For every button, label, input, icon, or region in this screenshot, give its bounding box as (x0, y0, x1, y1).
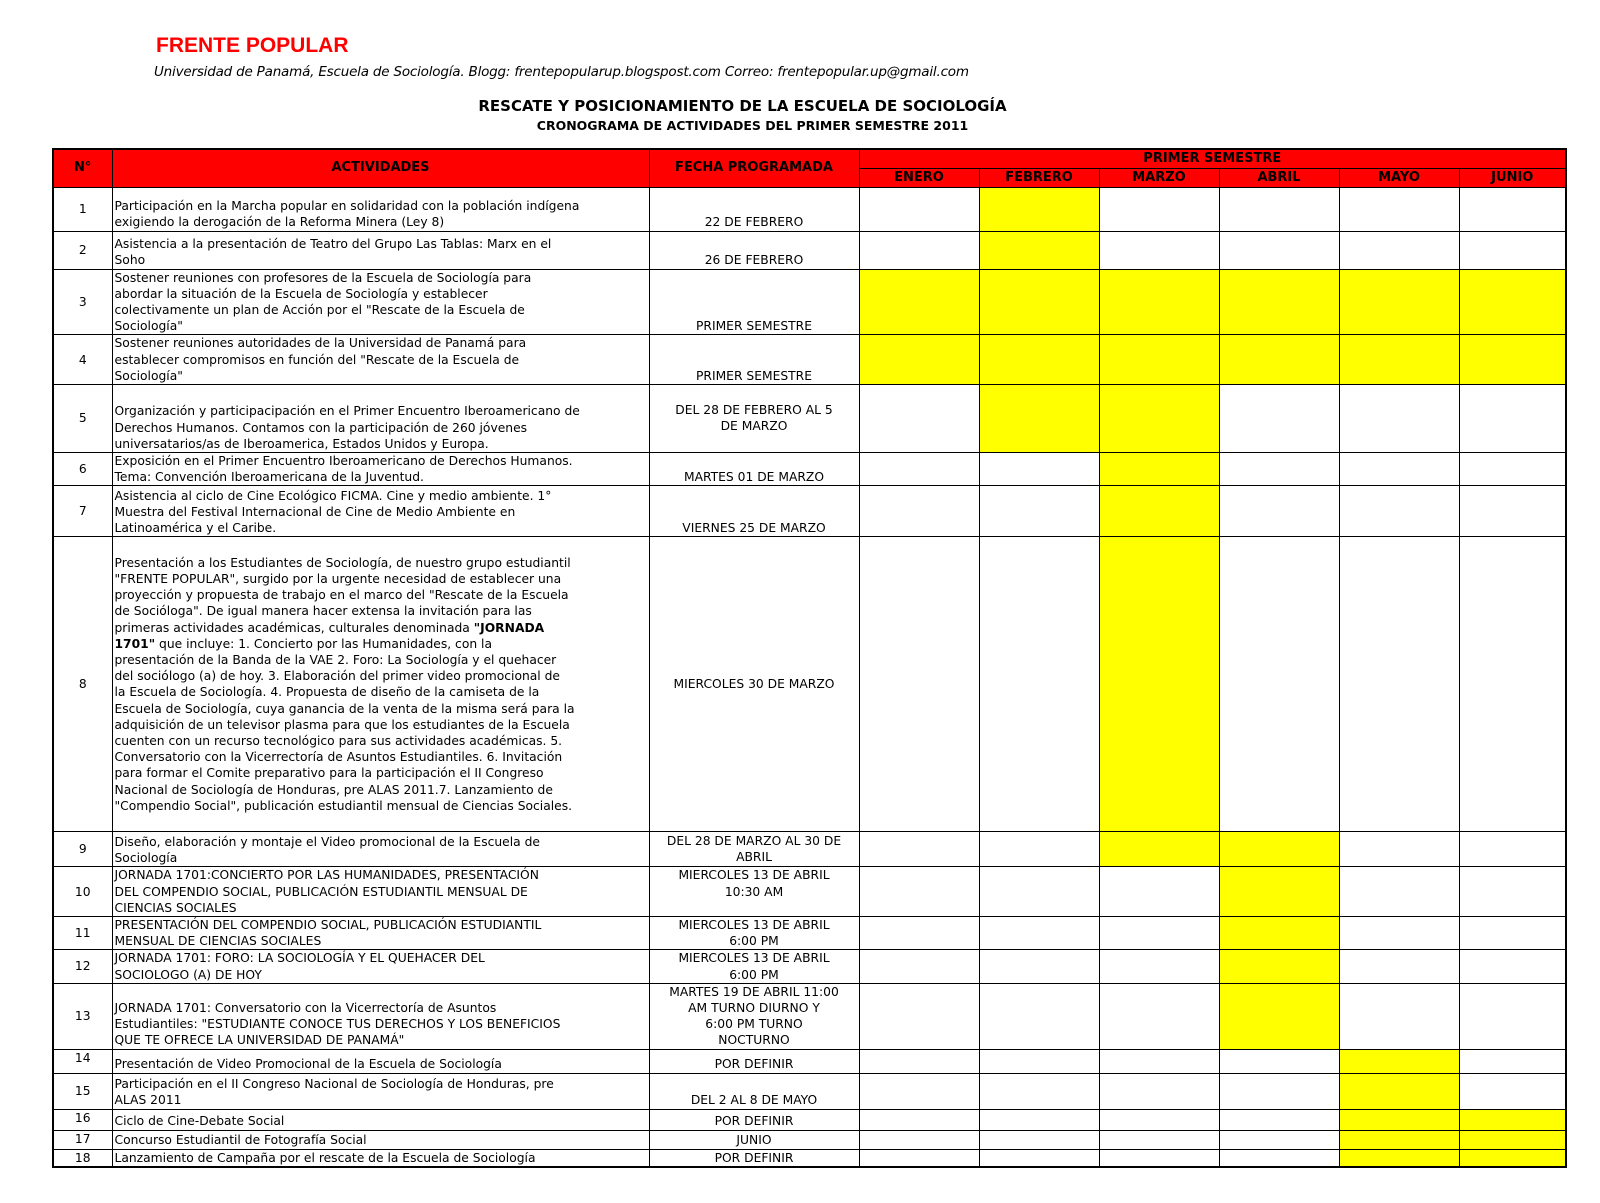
row-activity (112, 832, 649, 867)
header-month: FEBRERO (979, 168, 1099, 187)
month-cell (1339, 950, 1459, 983)
month-cell (1339, 983, 1459, 1049)
month-cell (859, 983, 979, 1049)
month-cell (1339, 486, 1459, 537)
month-cell-scheduled (979, 187, 1099, 231)
month-cell-scheduled (1099, 452, 1219, 485)
month-cell (1339, 384, 1459, 452)
activity-text-continued: que incluye: 1. Concierto por las Humanidades, con la presentación de la Banda de la VAE 2. Foro: La Sociología y el quehacer del sociólogo (a) de hoy. 3. Elaboración del primer video promocional de la Escuela de Sociología. 4. Propuesta de diseño de la camiseta de la Escuela de Sociología, cuya ganancia de la venta de la misma será para la adquisición de un televisor plasma para que los estudiantes de la Escuela cuenten con un recurso tecnológico para sus actividades académicas. 5. Conversatorio con la Vicerrectoría de Asuntos Estudiantiles. 6. Invitación para formar el Comite preparativo para la participación el II Congreso Nacional de Sociología de Honduras, pre ALAS 2011.7. Lanzamiento de "Compendio Social", publicación estudiantil mensual de Ciencias Sociales. (114, 636, 575, 813)
month-cell-scheduled (1339, 1149, 1459, 1167)
month-cell (979, 1109, 1099, 1130)
month-cell (1099, 1149, 1219, 1167)
row-number: 10 (53, 867, 112, 917)
activity-text: Lanzamiento de Campaña por el rescate de la Escuela de Sociología (114, 1150, 536, 1165)
month-cell (859, 867, 979, 917)
month-cell (979, 832, 1099, 867)
month-cell-scheduled (1459, 1109, 1566, 1130)
table-row (53, 832, 1566, 867)
month-cell-scheduled (1219, 916, 1339, 949)
month-cell-scheduled (1459, 269, 1566, 335)
header-month: MAYO (1339, 168, 1459, 187)
month-cell (1459, 231, 1566, 269)
month-cell (859, 1149, 979, 1167)
month-cell-scheduled (859, 335, 979, 385)
row-number: 9 (53, 832, 112, 867)
row-date: 22 DE FEBRERO (649, 187, 859, 231)
document-title: RESCATE Y POSICIONAMIENTO DE LA ESCUELA DE SOCIOLOGÍA (478, 97, 1007, 115)
month-cell (979, 983, 1099, 1049)
table-row (53, 1049, 1566, 1073)
month-cell (1459, 950, 1566, 983)
month-cell-scheduled (979, 231, 1099, 269)
month-cell-scheduled (979, 335, 1099, 385)
month-cell (979, 1049, 1099, 1073)
row-number: 12 (53, 950, 112, 983)
activity-text: Sostener reuniones autoridades de la Universidad de Panamá para establecer compromisos en función del "Rescate de la Escuela de Sociología" (114, 336, 527, 383)
month-cell (1459, 486, 1566, 537)
month-cell (1459, 832, 1566, 867)
month-cell-scheduled (1099, 335, 1219, 385)
month-cell (1099, 1049, 1219, 1073)
header-month: JUNIO (1459, 168, 1566, 187)
month-cell (1339, 231, 1459, 269)
row-date: DEL 28 DE FEBRERO AL 5 DE MARZO (649, 384, 859, 452)
month-cell (1339, 537, 1459, 832)
month-cell (859, 452, 979, 485)
row-activity (112, 335, 649, 385)
row-number: 6 (53, 452, 112, 485)
month-cell (979, 1149, 1099, 1167)
month-cell-scheduled (1459, 1149, 1566, 1167)
document-subtitle: CRONOGRAMA DE ACTIVIDADES DEL PRIMER SEMESTRE 2011 (536, 118, 969, 133)
row-date: PRIMER SEMESTRE (649, 335, 859, 385)
month-cell-scheduled (1339, 1130, 1459, 1149)
row-number: 18 (53, 1149, 112, 1167)
table-row (53, 1109, 1566, 1130)
month-cell (979, 486, 1099, 537)
month-cell (1219, 1149, 1339, 1167)
month-cell (859, 950, 979, 983)
month-cell (859, 1049, 979, 1073)
month-cell (859, 916, 979, 949)
month-cell (1339, 452, 1459, 485)
row-date: POR DEFINIR (649, 1049, 859, 1073)
table-row (53, 1149, 1566, 1167)
row-date: VIERNES 25 DE MARZO (649, 486, 859, 537)
month-cell-scheduled (1099, 832, 1219, 867)
month-cell (1099, 1130, 1219, 1149)
month-cell (1219, 187, 1339, 231)
month-cell (979, 950, 1099, 983)
month-cell-scheduled (859, 269, 979, 335)
month-cell (859, 187, 979, 231)
month-cell (1099, 187, 1219, 231)
row-activity (112, 486, 649, 537)
row-number: 16 (53, 1109, 112, 1130)
month-cell (1099, 1073, 1219, 1109)
month-cell (1459, 452, 1566, 485)
activity-text: Asistencia al ciclo de Cine Ecológico FICMA. Cine y medio ambiente. 1° Muestra del Festival Internacional de Cine de Medio Ambiente en Latinoamérica y el Caribe. (114, 488, 552, 536)
table-row (53, 335, 1566, 385)
row-number: 11 (53, 916, 112, 949)
row-activity (112, 1049, 649, 1073)
row-number: 17 (53, 1130, 112, 1149)
month-cell (1219, 486, 1339, 537)
activity-text: Organización y participacipación en el Primer Encuentro Iberoamericano de Derechos Humanos. Contamos con la participación de 260 jóvenes universatarios/as de Iberoamerica, Estados Unidos y Europa. (114, 404, 580, 451)
month-cell (1219, 1073, 1339, 1109)
month-cell-scheduled (1099, 486, 1219, 537)
month-cell (979, 1130, 1099, 1149)
activity-text: Ciclo de Cine-Debate Social (114, 1114, 285, 1129)
month-cell (1459, 537, 1566, 832)
row-date: MIERCOLES 13 DE ABRIL 6:00 PM (649, 950, 859, 983)
month-cell (859, 1073, 979, 1109)
month-cell-scheduled (1099, 384, 1219, 452)
row-date: DEL 28 DE MARZO AL 30 DE ABRIL (649, 832, 859, 867)
table-row (53, 231, 1566, 269)
table-row (53, 950, 1566, 983)
row-number: 2 (53, 231, 112, 269)
month-cell-scheduled (1339, 1073, 1459, 1109)
header-month: ABRIL (1219, 168, 1339, 187)
month-cell-scheduled (1219, 983, 1339, 1049)
month-cell-scheduled (1339, 335, 1459, 385)
row-number: 4 (53, 335, 112, 385)
row-activity (112, 187, 649, 231)
row-activity (112, 537, 649, 832)
row-date: JUNIO (649, 1130, 859, 1149)
month-cell-scheduled (1219, 269, 1339, 335)
activity-text: PRESENTACIÓN DEL COMPENDIO SOCIAL, PUBLICACIÓN ESTUDIANTIL MENSUAL DE CIENCIAS SOCIALES (114, 917, 542, 949)
row-activity (112, 231, 649, 269)
row-number: 1 (53, 187, 112, 231)
month-cell (1459, 983, 1566, 1049)
row-activity (112, 983, 649, 1049)
month-cell-scheduled (1339, 1109, 1459, 1130)
month-cell (1459, 867, 1566, 917)
row-activity (112, 384, 649, 452)
table-row (53, 384, 1566, 452)
month-cell (1099, 231, 1219, 269)
activity-text: Asistencia a la presentación de Teatro del Grupo Las Tablas: Marx en el Soho (114, 237, 552, 268)
row-date: MARTES 01 DE MARZO (649, 452, 859, 485)
activity-text: JORNADA 1701: Conversatorio con la Vicerrectoría de Asuntos Estudiantiles: "ESTUDIANTE CONOCE TUS DERECHOS Y LOS BENEFICIOS QUE TE OFRECE LA UNIVERSIDAD DE PANAMÁ" (114, 1000, 561, 1048)
table-row (53, 187, 1566, 231)
activity-text: Participación en el II Congreso Nacional de Sociología de Honduras, pre ALAS 2011 (114, 1077, 554, 1108)
header-semester: PRIMER SEMESTRE (859, 149, 1566, 168)
header-activities: ACTIVIDADES (112, 149, 649, 187)
month-cell (1219, 1109, 1339, 1130)
month-cell (1459, 1073, 1566, 1109)
table-row (53, 1130, 1566, 1149)
header-month: MARZO (1099, 168, 1219, 187)
month-cell (1339, 916, 1459, 949)
table-row (53, 1073, 1566, 1109)
table-row (53, 916, 1566, 949)
month-cell-scheduled (1099, 537, 1219, 832)
month-cell (1219, 384, 1339, 452)
row-activity (112, 916, 649, 949)
activity-text: JORNADA 1701: FORO: LA SOCIOLOGÍA Y EL QUEHACER DEL SOCIOLOGO (A) DE HOY (114, 951, 485, 982)
month-cell (979, 1073, 1099, 1109)
month-cell (1099, 916, 1219, 949)
row-date: MIERCOLES 30 DE MARZO (649, 537, 859, 832)
month-cell (979, 867, 1099, 917)
row-number: 3 (53, 269, 112, 335)
month-cell (1339, 832, 1459, 867)
month-cell-scheduled (1099, 269, 1219, 335)
month-cell-scheduled (1219, 832, 1339, 867)
activity-text: Presentación de Video Promocional de la Escuela de Sociología (114, 1057, 502, 1072)
table-row (53, 269, 1566, 335)
activity-text: JORNADA 1701:CONCIERTO POR LAS HUMANIDADES, PRESENTACIÓN DEL COMPENDIO SOCIAL, PUBLICACIÓN ESTUDIANTIL MENSUAL DE CIENCIAS SOCIALES (114, 868, 539, 915)
brand-subtitle: Universidad de Panamá, Escuela de Sociología. Blogg: frentepopularup.blogspost.com Correo: frentepopular.up@gmail.com (154, 64, 969, 80)
row-date: DEL 2 AL 8 DE MAYO (649, 1073, 859, 1109)
row-activity (112, 1149, 649, 1167)
row-activity (112, 269, 649, 335)
row-date: MIERCOLES 13 DE ABRIL 6:00 PM (649, 916, 859, 949)
month-cell (1099, 950, 1219, 983)
row-activity (112, 1109, 649, 1130)
month-cell-scheduled (979, 384, 1099, 452)
month-cell (859, 832, 979, 867)
activity-text: Presentación a los Estudiantes de Sociología, de nuestro grupo estudiantil "FRENTE POPULAR", surgido por la urgente necesidad de establecer una proyección y propuesta de trabajo en el marco del "Rescate de la Escuela de Sociólogа". De igual manera hacer extensa la invitación para las primeras actividades académicas, culturales denominada (114, 555, 571, 635)
month-cell (1099, 1109, 1219, 1130)
month-cell (859, 486, 979, 537)
row-number: 7 (53, 486, 112, 537)
row-number: 13 (53, 983, 112, 1049)
month-cell-scheduled (1459, 1130, 1566, 1149)
row-activity (112, 950, 649, 983)
row-number: 15 (53, 1073, 112, 1109)
month-cell (979, 452, 1099, 485)
month-cell (859, 231, 979, 269)
month-cell (979, 916, 1099, 949)
row-date: POR DEFINIR (649, 1149, 859, 1167)
month-cell (1459, 187, 1566, 231)
row-date: MARTES 19 DE ABRIL 11:00 AM TURNO DIURNO Y 6:00 PM TURNO NOCTURNO (649, 983, 859, 1049)
header-number: N° (53, 149, 112, 187)
activity-text: Concurso Estudiantil de Fotografía Social (114, 1133, 367, 1148)
month-cell-scheduled (1339, 269, 1459, 335)
month-cell (1099, 867, 1219, 917)
header-month: ENERO (859, 168, 979, 187)
brand-title: FRENTE POPULAR (156, 34, 349, 57)
activity-text: Participación en la Marcha popular en solidaridad con la población indígena exigiendo la derogación de la Reforma Minera (Ley 8) (114, 199, 580, 230)
activity-text: Sostener reuniones con profesores de la Escuela de Sociología para abordar la situación de la Escuela de Sociología y establecer colectivamente un plan de Acción por el "Rescate de la Escuela de Sociología" (114, 270, 532, 334)
month-cell (1219, 1049, 1339, 1073)
month-cell (1099, 983, 1219, 1049)
row-activity (112, 1073, 649, 1109)
row-date: POR DEFINIR (649, 1109, 859, 1130)
table-row (53, 486, 1566, 537)
row-activity (112, 1130, 649, 1149)
activity-text: Exposición en el Primer Encuentro Iberoamericano de Derechos Humanos. Tema: Convención Iberoamericana de la Juventud. (114, 453, 573, 485)
schedule-table (52, 148, 1567, 1168)
month-cell-scheduled (1219, 867, 1339, 917)
month-cell (1219, 537, 1339, 832)
activity-text: Diseño, elaboración y montaje el Video promocional de la Escuela de Sociología (114, 834, 540, 866)
month-cell (1219, 1130, 1339, 1149)
month-cell (859, 1109, 979, 1130)
activity-bold-text: "JORNADA 1701" (114, 620, 545, 651)
month-cell-scheduled (979, 269, 1099, 335)
month-cell-scheduled (1459, 335, 1566, 385)
table-row (53, 537, 1566, 832)
month-cell (1459, 916, 1566, 949)
row-number: 5 (53, 384, 112, 452)
table-row (53, 452, 1566, 485)
month-cell (1219, 231, 1339, 269)
row-activity (112, 452, 649, 485)
header-date: FECHA PROGRAMADA (649, 149, 859, 187)
month-cell-scheduled (1219, 950, 1339, 983)
month-cell (1219, 452, 1339, 485)
month-cell (1339, 867, 1459, 917)
month-cell (859, 537, 979, 832)
row-date: PRIMER SEMESTRE (649, 269, 859, 335)
row-activity (112, 867, 649, 917)
month-cell (1459, 384, 1566, 452)
row-date: MIERCOLES 13 DE ABRIL 10:30 AM (649, 867, 859, 917)
month-cell (1459, 1049, 1566, 1073)
month-cell-scheduled (1339, 1049, 1459, 1073)
month-cell-scheduled (1219, 335, 1339, 385)
table-row (53, 867, 1566, 917)
row-number: 8 (53, 537, 112, 832)
row-number: 14 (53, 1049, 112, 1073)
month-cell (1339, 187, 1459, 231)
month-cell (979, 537, 1099, 832)
table-row (53, 983, 1566, 1049)
month-cell (859, 1130, 979, 1149)
row-date: 26 DE FEBRERO (649, 231, 859, 269)
month-cell (859, 384, 979, 452)
